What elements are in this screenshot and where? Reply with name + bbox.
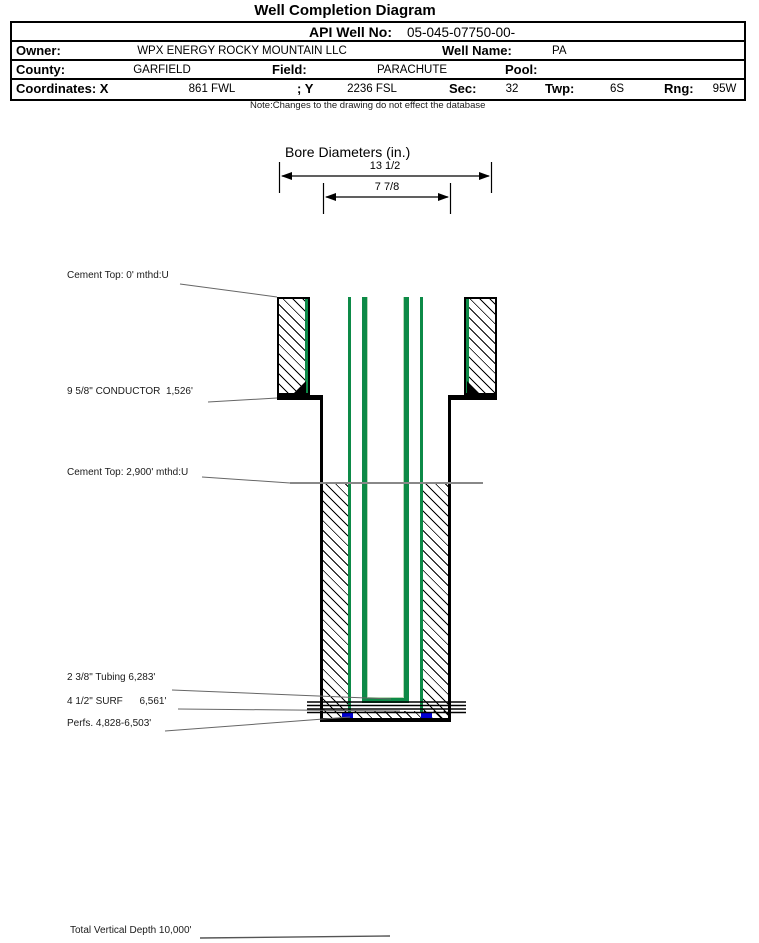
- outer-bore-diameter-label: 13 1/2: [369, 160, 401, 172]
- section-label: Sec:: [449, 81, 477, 96]
- leader-cement-top-lower: [202, 477, 290, 483]
- county-value: GARFIELD: [133, 64, 191, 76]
- page-title: Well Completion Diagram: [254, 2, 436, 19]
- total-vertical-depth-label: Total Vertical Depth 10,000': [70, 925, 192, 936]
- coordinate-y-label: ; Y: [297, 81, 314, 96]
- range-value: 95W: [712, 83, 737, 95]
- outer-dim-arrowhead-left: [281, 172, 292, 180]
- outer-bore-dimension: [280, 162, 492, 193]
- owner-value: WPX ENERGY ROCKY MOUNTAIN LLC: [137, 45, 347, 57]
- api-well-no-value: 05-045-07750-00-: [407, 25, 516, 40]
- outer-dim-arrowhead-right: [479, 172, 490, 180]
- field-value: PARACHUTE: [376, 64, 448, 76]
- township-value: 6S: [609, 83, 625, 95]
- township-label: Twp:: [545, 81, 575, 96]
- perfs-label: Perfs. 4,828-6,503': [67, 718, 152, 729]
- well-name-label: Well Name:: [442, 43, 512, 58]
- inner-dim-arrowhead-right: [438, 193, 449, 201]
- cement-top-upper-label: Cement Top: 0' mthd:U: [67, 270, 169, 281]
- leader-tubing: [172, 690, 391, 699]
- coordinate-y-value: 2236 FSL: [347, 83, 397, 95]
- leader-total-vertical-depth: [200, 936, 390, 938]
- cement-shoe-wedge-left: [292, 381, 306, 395]
- inner-bore-diameter-label: 7 7/8: [374, 181, 400, 193]
- leader-cement-top-upper: [180, 284, 277, 297]
- leader-perfs: [165, 717, 350, 731]
- bore-diameters-title: Bore Diameters (in.): [285, 144, 411, 160]
- tubing-label: 2 3/8" Tubing 6,283': [67, 672, 156, 683]
- field-label: Field:: [272, 62, 307, 77]
- surf-casing-label: 4 1/2" SURF 6,561': [67, 696, 167, 707]
- conductor-label: 9 5/8" CONDUCTOR 1,526': [67, 386, 193, 397]
- owner-label: Owner:: [16, 43, 61, 58]
- pool-label: Pool:: [505, 62, 538, 77]
- cement-top-lower-label: Cement Top: 2,900' mthd:U: [67, 467, 189, 478]
- coordinate-x-value: 861 FWL: [188, 83, 236, 95]
- inner-bore-dimension: [324, 183, 451, 214]
- cement-shoe-wedge-right: [467, 381, 481, 395]
- range-label: Rng:: [664, 81, 694, 96]
- county-label: County:: [16, 62, 66, 77]
- well-name-value: PA: [552, 45, 567, 57]
- inner-dim-arrowhead-left: [325, 193, 336, 201]
- leader-conductor: [208, 398, 277, 402]
- coordinates-label: Coordinates: X: [16, 81, 109, 96]
- section-value: 32: [505, 83, 519, 95]
- api-well-no-label: API Well No:: [309, 24, 392, 40]
- database-note: Note:Changes to the drawing do not effect the database: [250, 100, 486, 111]
